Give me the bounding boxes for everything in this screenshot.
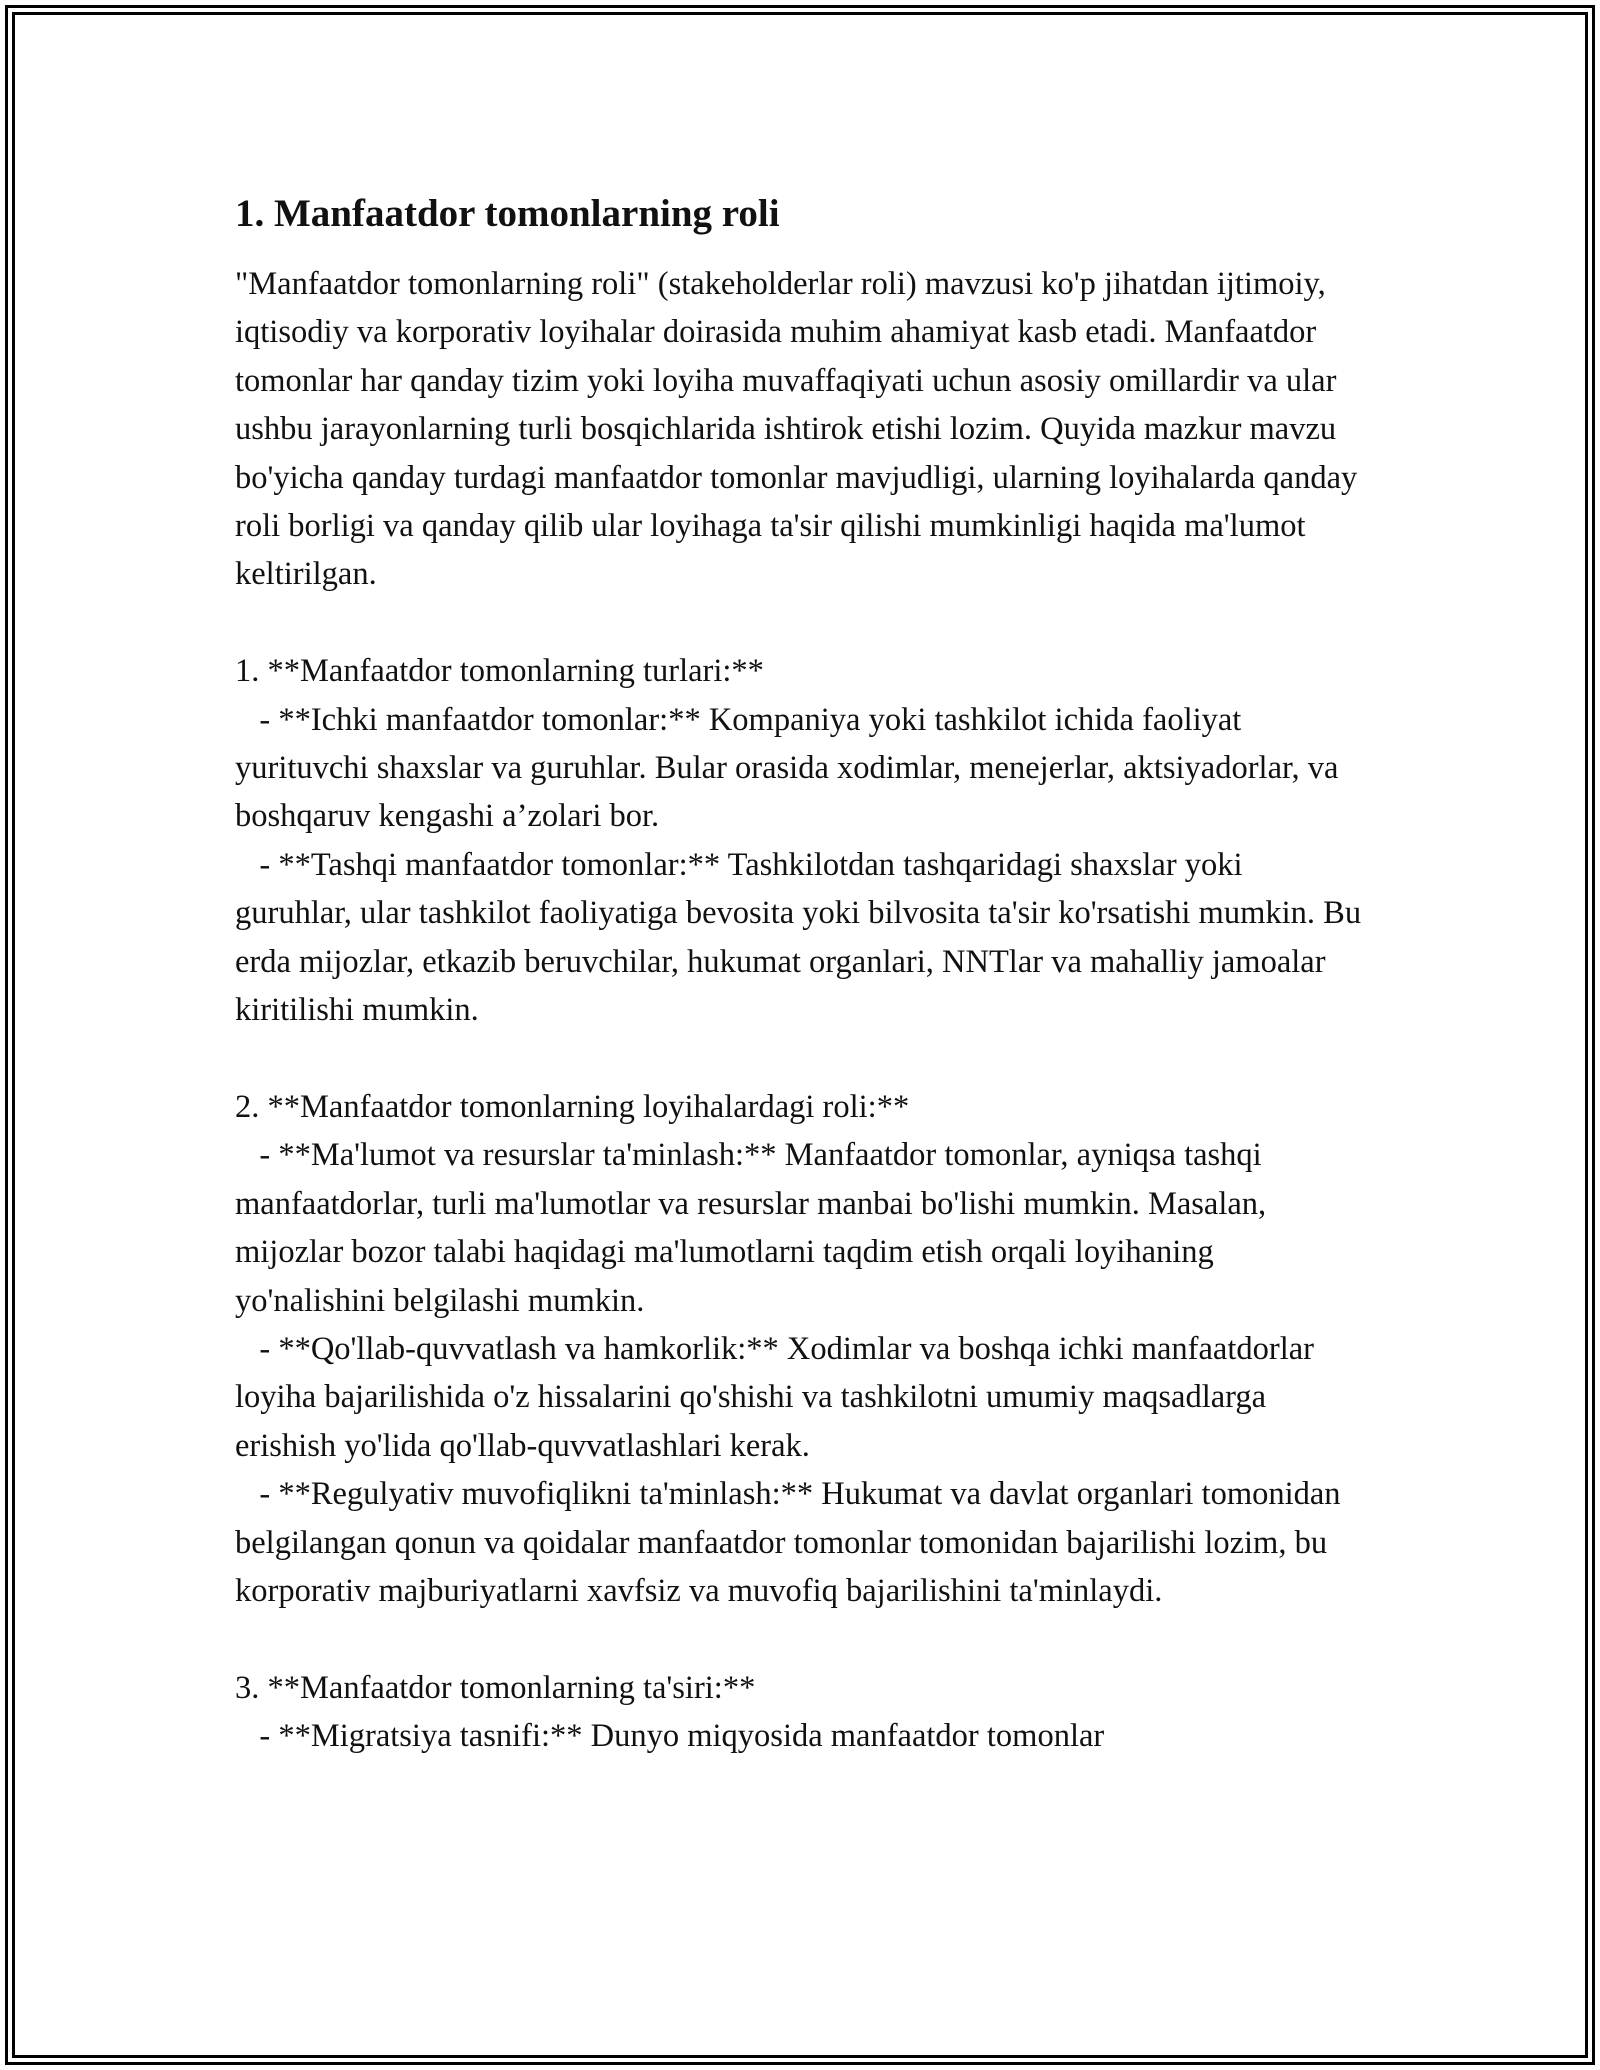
document-page — [235, 188, 1370, 1761]
spacer — [235, 1034, 1365, 1082]
document-title: 1. Manfaatdor tomonlarning roli — [235, 192, 780, 235]
list-item: - **Ma'lumot va resurslar ta'minlash:** Manfaatdor tomonlar, ayniqsa tashqi manfaatdorlar, turli ma'lumotlar va resurslar manbai bo'lishi mumkin. Masalan, mijozlar bozor talabi haqidagi ma'lumotlarni taqdim etish orqali loyihaning yo'nalishini belgilashi mumkin. — [235, 1137, 1275, 1319]
list-item: - **Ichki manfaatdor tomonlar:** Kompaniya yoki tashkilot ichida faoliyat yurituvchi shaxslar va guruhlar. Bular orasida xodimlar, menejerlar, aktsiyadorlar, va boshqaruv kengashi a’zolari bor. — [235, 701, 1347, 835]
list-item: - **Migratsiya tasnifi:** Dunyo miqyosida manfaatdor tomonlar — [235, 1718, 1105, 1755]
section-heading: 1. **Manfaatdor tomonlarning turlari:** — [235, 653, 764, 690]
list-item: - **Regulyativ muvofiqlikni ta'minlash:** Hukumat va davlat organlari tomonidan belgilangan qonun va qoidalar manfaatdor tomonlar tomonidan bajarilishi lozim, bu korporativ majburiyatlarni xavfsiz va muvofiq bajarilishini ta'minlaydi. — [235, 1476, 1349, 1609]
list-item: - **Tashqi manfaatdor tomonlar:** Tashkilotdan tashqaridagi shaxslar yoki guruhlar, ular tashkilot faoliyatiga bevosita yoki bilvosita ta'sir ko'rsatishi mumkin. Bu erda mijozlar, etkazib beruvchilar, hukumat organlari, NNTlar va mahalliy jamoalar kiritilishi mumkin. — [235, 846, 1370, 1029]
section-roles — [235, 1083, 1365, 1615]
section-heading: 3. **Manfaatdor tomonlarning ta'siri:** — [235, 1669, 756, 1706]
spacer — [235, 1615, 1365, 1663]
section-influence — [235, 1664, 1365, 1761]
section-heading: 2. **Manfaatdor tomonlarning loyihalardagi roli:** — [235, 1088, 910, 1125]
list-item: - **Qo'llab-quvvatlash va hamkorlik:** Xodimlar va boshqa ichki manfaatdorlar loyiha bajarilishida o'z hissalarini qo'shishi va tashkilotni umumiy maqsadlarga erishish yo'lida qo'llab-quvvatlashlari kerak. — [235, 1330, 1323, 1464]
section-types — [235, 647, 1370, 1034]
document-body — [235, 260, 1370, 1761]
spacer — [235, 599, 1365, 647]
intro-paragraph: "Manfaatdor tomonlarning roli" (stakeholderlar roli) mavzusi ko'p jihatdan ijtimoiy, iqtisodiy va korporativ loyihalar doirasida muhim ahamiyat kasb etadi. Manfaatdor tomonlar har qanday tizim yoki loyiha muvaffaqiyati uchun asosiy omillardir va ular ushbu jarayonlarning turli bosqichlarida ishtirok etishi lozim. Quyida mazkur mavzu bo'yicha qanday turdagi manfaatdor tomonlar mavjudligi, ularning loyihalarda qanday roli borligi va qanday qilib ular loyihaga ta'sir qilishi mumkinligi haqida ma'lumot keltirilgan. — [235, 266, 1366, 593]
